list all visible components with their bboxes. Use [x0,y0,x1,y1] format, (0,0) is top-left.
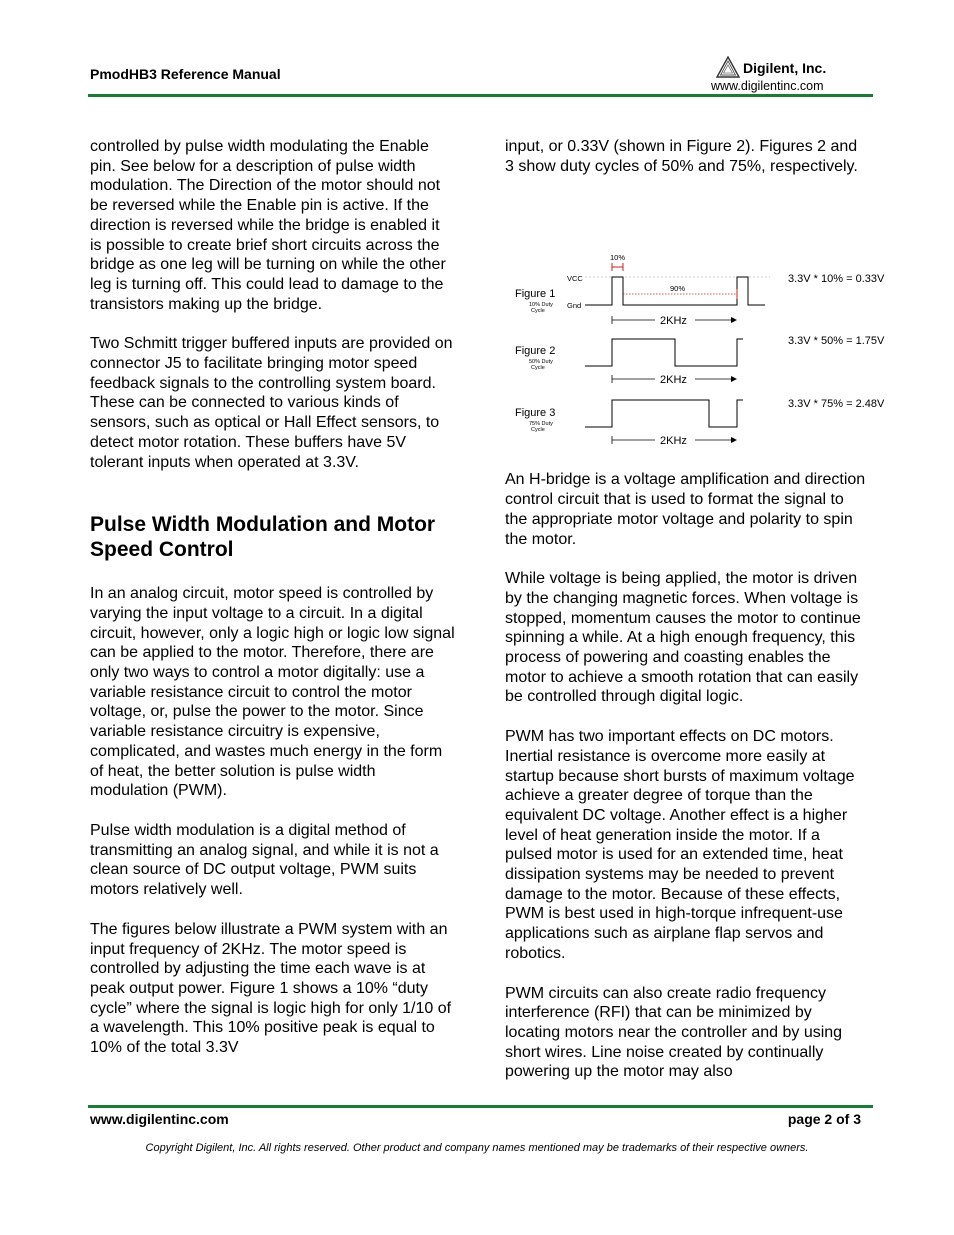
copyright-notice: Copyright Digilent, Inc. All rights reserved. Other product and company names mentioned may be trademarks of their respective owners. [145,1142,809,1154]
section-heading: Pulse Width Modulation and Motor Speed Control [90,513,436,562]
vcc-label: VCC [567,274,583,284]
paragraph: controlled by pulse width modulating the Enable pin. See below for a description of pulse width modulation. The Direction of the motor should not be reversed while the Enable pin is active. If the direction is reversed while the bridge is enabled it is possible to create brief short circuits across the bridge as one leg will be turning on while the other leg is turning off. This could lead to damage to the transistors making up the bridge. [90,138,446,313]
duty-low-label: 90% [670,284,686,294]
paragraph: input, or 0.33V (shown in Figure 2). Figures 2 and 3 show duty cycles of 50% and 75%, respectively. [505,138,858,175]
duty-high-label: 10% [610,253,626,263]
brand-block [711,56,846,94]
right-column [505,137,885,1082]
figure3-waveform [585,400,743,427]
header-rule [88,94,873,97]
pwm-waveform-diagram-figure3 [515,392,915,462]
figure1-title: Figure 1 [515,288,556,301]
figure1-subtitle: Cycle [531,308,545,315]
figure2-waveform [585,339,743,366]
figure2-subtitle: 50% Duty [529,359,553,366]
period-label: 2KHz [660,374,687,387]
figure3-subtitle: 75% Duty [529,421,553,428]
figure2-equation: 3.3V * 50% = 1.75V [788,335,885,348]
paragraph: PWM has two important effects on DC motors. Inertial resistance is overcome more easily at startup because short bursts of maximum voltage achieve a greater degree of torque than the equivalent DC voltage. Another effect is a higher level of heat generation inside the motor. If a pulsed motor is used for an extended time, heat dissipation systems may be needed to prevent damage to the motor. Because of these effects, PWM is best used in high-torque infrequent-use applications such as airplane flap servos and robotics. [505,728,855,962]
figure2-title: Figure 2 [515,345,556,358]
pwm-waveform-diagram [515,194,915,389]
figure1-subtitle: 10% Duty [529,302,553,309]
paragraph: PWM circuits can also create radio frequency interference (RFI) that can be minimized by locating motors near the controller and by using short wires. Line noise created by continually powering up the motor may also [505,984,843,1081]
paragraph: The figures below illustrate a PWM system with an input frequency of 2KHz. The motor speed is controlled by adjusting the time each wave is at peak output power. Figure 1 shows a 10% “duty cycle” where the signal is logic high for only 1/10 of a wavelength. This 10% positive peak is equal to 10% of the total 3.3V [90,920,452,1057]
footer-rule [88,1105,873,1108]
figure3-title: Figure 3 [515,407,556,420]
gnd-label: Gnd [567,301,582,311]
document-title: PmodHB3 Reference Manual [90,66,281,82]
figure3-subtitle: Cycle [531,427,545,434]
paragraph: Two Schmitt trigger buffered inputs are provided on connector J5 to facilitate bringing motor speed feedback signals to the controlling system board. These can be connected to various kinds of sensors, such as optical or Hall Effect sensors, to detect motor rotation. These buffers have 5V tolerant inputs when operated at 3.3V. [90,335,453,471]
period-label: 2KHz [660,315,687,328]
paragraph: Pulse width modulation is a digital method of transmitting an analog signal, and while it is not a clean source of DC output voltage, PWM suits motors relatively well. [90,821,439,899]
paragraph: While voltage is being applied, the motor is driven by the changing magnetic forces. When voltage is stopped, momentum causes the motor to continue spinning a while. At a high enough frequency, this process of powering and coasting enables the motor to achieve a smooth rotation that can easily be controlled through digital logic. [505,570,861,706]
footer-url: www.digilentinc.com [90,1111,229,1127]
period-label: 2KHz [660,435,687,448]
digilent-logo-icon [716,56,740,78]
brand-name: Digilent, Inc. [743,60,827,76]
paragraph: An H-bridge is a voltage amplification and direction control circuit that is used to format the signal to the appropriate motor voltage and polarity to spin the motor. [505,471,866,548]
page-number: page 2 of 3 [787,1111,861,1127]
pwm-duty-cycle-figure [515,194,915,448]
paragraph: In an analog circuit, motor speed is controlled by varying the input voltage to a circuit. In a digital circuit, however, only a logic high or logic low signal can be applied to the motor. Therefore, there are only two ways to control a motor digitally: use a variable resistance circuit to control the motor voltage, or, pulse the power to the motor. Since variable resistance circuitry is expensive, complicated, and wastes much energy in the form of heat, the better solution is pulse width modulation (PWM). [90,585,455,800]
figure2-subtitle: Cycle [531,365,545,372]
figure1-equation: 3.3V * 10% = 0.33V [788,273,885,286]
figure3-equation: 3.3V * 75% = 2.48V [788,398,885,411]
left-column [90,137,455,1058]
brand-url: www.digilentinc.com [711,79,824,93]
